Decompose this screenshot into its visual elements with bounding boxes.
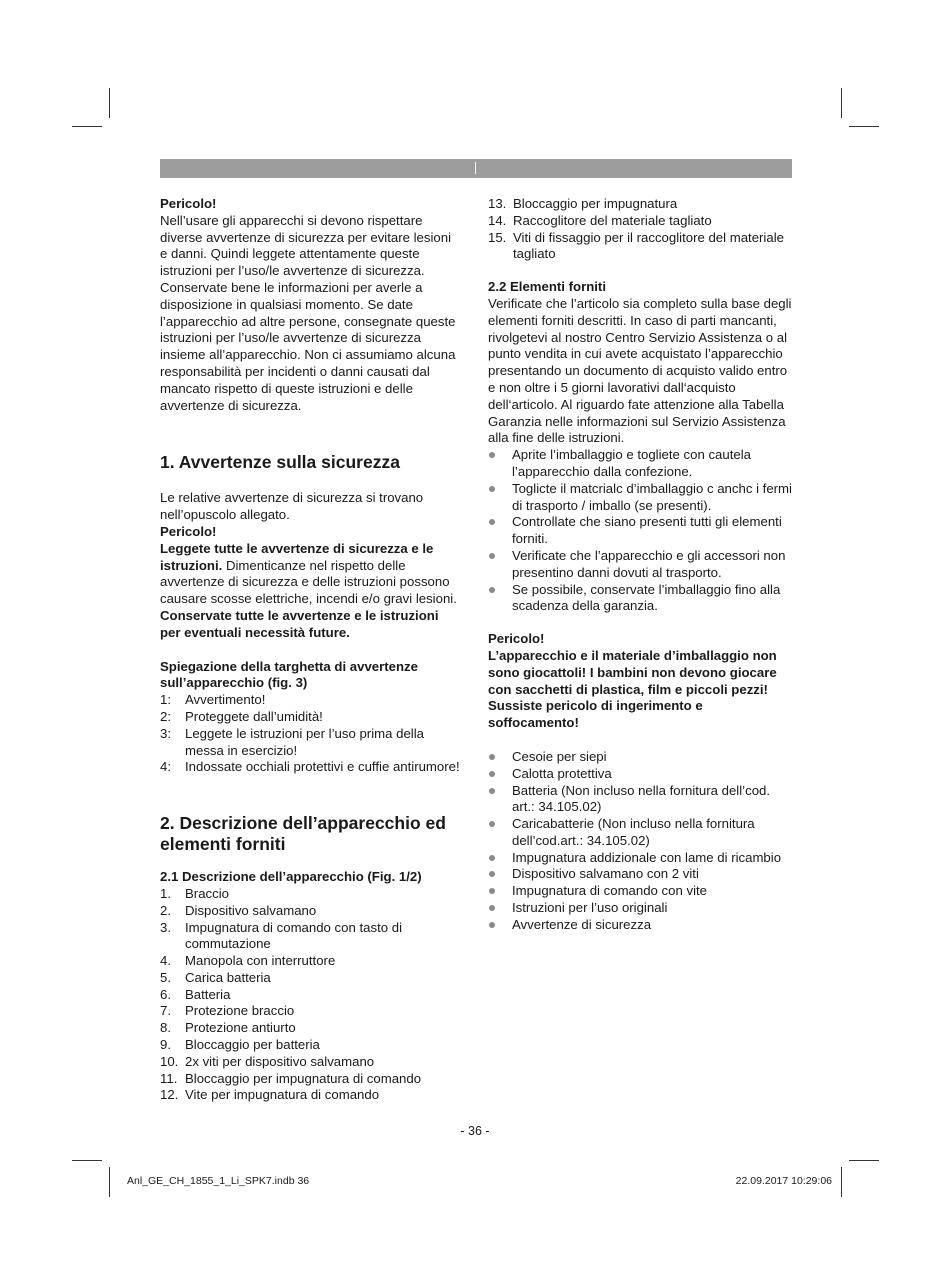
item-number: 9. (160, 1037, 171, 1053)
parts-list (160, 886, 460, 1104)
item-number: 13. (488, 196, 507, 211)
subsection-2-2-text: Verificate che l’articolo sia completo sulla base degli elementi forniti descritti. In caso di parti mancanti, rivolgetevi al nostro Centro Servizio Assistenza o al punto vendita in cui avete acquistato l’apparecchio presentando un documento di acquisto valido entro e non oltre i 5 giorni lavorativi dall‘acquisto dell‘articolo. Al riguardo fate attenzione alla Tabella Garanzia nelle informazioni sul Servizio Assistenza alla fine delle istruzioni. (488, 295, 792, 446)
supplied-items (488, 749, 794, 934)
subsection-2-1-title: 2.1 Descrizione dell’apparecchio (Fig. 1/2) (160, 869, 422, 885)
section-1-bold-keep: Conservate tutte le avvertenze e le istruzioni per eventuali necessità future. (160, 607, 439, 640)
list-item: Controllate che siano presenti tutti gli elementi forniti. (488, 514, 794, 548)
item-text: Avvertimento! (185, 692, 266, 708)
item-text: Proteggete dall’umidità! (185, 708, 323, 724)
item-text: Impugnatura di comando con tasto di commutazione (185, 919, 402, 952)
list-item: Cesoie per siepi (488, 749, 794, 766)
plate-title: Spiegazione della targhetta di avvertenze sull’apparecchio (fig. 3) (160, 658, 418, 691)
item-number: 14. (488, 212, 507, 228)
item-text: Batteria (185, 986, 231, 1002)
right-column (488, 196, 794, 934)
crop-mark (841, 1167, 842, 1197)
item-number: 4: (160, 759, 171, 775)
crop-mark (849, 126, 879, 127)
item-text: Carica batteria (185, 969, 271, 985)
unpacking-steps (488, 447, 794, 615)
item-text: Indossate occhiali protettivi e cuffie antirumore! (185, 759, 460, 775)
list-item: Impugnatura addizionale con lame di ricambio (488, 850, 794, 867)
list-item (160, 1054, 460, 1071)
crop-mark (72, 1160, 102, 1161)
footer-file: Anl_GE_CH_1855_1_Li_SPK7.indb 36 (127, 1175, 310, 1187)
list-item: Impugnatura di comando con vite (488, 883, 794, 900)
parts-list-continued (488, 196, 794, 263)
item-text: Protezione antiurto (185, 1020, 296, 1036)
danger-title: Pericolo! (160, 196, 217, 211)
item-text: Bloccaggio per batteria (185, 1037, 320, 1053)
item-text: 2x viti per dispositivo salvamano (185, 1053, 375, 1069)
list-item: Avvertenze di sicurezza (488, 917, 794, 934)
item-text: Dispositivo salvamano (185, 902, 317, 918)
page-number: - 36 - (460, 1124, 490, 1138)
item-text: Leggete le istruzioni per l’uso prima della messa in esercizio! (185, 725, 424, 758)
item-text: Braccio (185, 885, 229, 901)
list-item: Batteria (Non incluso nella fornitura dell’cod. art.: 34.105.02) (488, 783, 794, 817)
subsection-2-2-title: 2.2 Elementi forniti (488, 279, 606, 295)
list-item (160, 1087, 460, 1104)
item-number: 2. (160, 902, 171, 918)
list-item: Aprite l’imballaggio e togliete con cautela l’apparecchio dalla confezione. (488, 447, 794, 481)
item-number: 3: (160, 725, 171, 741)
list-item (160, 903, 460, 920)
item-number: 10. (160, 1053, 179, 1069)
list-item (160, 692, 460, 709)
list-item (160, 1020, 460, 1037)
list-item (160, 1003, 460, 1020)
list-item (160, 1071, 460, 1088)
item-text: Protezione braccio (185, 1003, 295, 1019)
list-item (160, 987, 460, 1004)
item-text: Bloccaggio per impugnatura (513, 196, 678, 211)
list-item (488, 230, 794, 264)
item-text: Viti di fissaggio per il raccoglitore del materiale tagliato (513, 229, 784, 262)
list-item: Caricabatterie (Non incluso nella fornitura dell’cod.art.: 34.105.02) (488, 816, 794, 850)
item-number: 1: (160, 692, 171, 708)
crop-mark (72, 126, 102, 127)
list-item: Verificate che l’apparecchio e gli accessori non presentino danni dovuti al trasporto. (488, 548, 794, 582)
list-item: Istruzioni per l’uso originali (488, 900, 794, 917)
list-item (160, 1037, 460, 1054)
section-2-title: 2. Descrizione dell’apparecchio ed elementi forniti (160, 813, 446, 855)
list-item (160, 920, 460, 954)
item-text: Manopola con interruttore (185, 953, 336, 969)
section-1-text: Dimenticanze nel rispetto delle avvertenze di sicurezza e delle istruzioni possono causare scosse elettriche, incendi e/o gravi lesioni. (160, 557, 457, 607)
list-item (160, 970, 460, 987)
section-1-danger: Pericolo! (160, 523, 217, 539)
list-item: Calotta protettiva (488, 766, 794, 783)
list-item (160, 726, 460, 760)
item-number: 11. (160, 1070, 178, 1086)
list-item (160, 709, 460, 726)
crop-mark (109, 88, 110, 118)
list-item (160, 759, 460, 776)
item-number: 5. (160, 969, 171, 985)
item-number: 2: (160, 708, 171, 724)
footer-timestamp: 22.09.2017 10:29:06 (735, 1175, 832, 1187)
list-item (160, 953, 460, 970)
item-text: Raccoglitore del materiale tagliato (513, 212, 712, 228)
section-1-intro: Le relative avvertenze di sicurezza si trovano nell’opuscolo allegato. (160, 490, 424, 523)
list-item: Se possibile, conservate l’imballaggio fino alla scadenza della garanzia. (488, 582, 794, 616)
list-item (488, 213, 794, 230)
section-1-title: 1. Avvertenze sulla sicurezza (160, 452, 400, 473)
crop-mark (849, 1160, 879, 1161)
item-number: 12. (160, 1087, 179, 1103)
item-text: Vite per impugnatura di comando (185, 1087, 380, 1103)
item-number: 6. (160, 986, 171, 1002)
item-number: 4. (160, 953, 171, 969)
crop-mark (109, 1167, 110, 1197)
section-1-bold-lead: Leggete tutte le avvertenze di sicurezza e le istruzioni. (160, 540, 434, 573)
header-bar (160, 159, 792, 178)
item-text: Bloccaggio per impugnatura di comando (185, 1070, 422, 1086)
item-number: 3. (160, 919, 171, 935)
item-number: 7. (160, 1003, 171, 1019)
danger-warning: L’apparecchio e il materiale d’imballaggio non sono giocattoli! I bambini non devono giocare con sacchetti di plastica, film e piccoli pezzi! Sussiste pericolo di ingerimento e soffocamento! (488, 647, 777, 731)
header-divider (475, 162, 476, 174)
item-number: 15. (488, 229, 507, 245)
crop-mark (841, 88, 842, 118)
item-number: 1. (160, 885, 171, 901)
list-item (488, 196, 794, 213)
plate-list (160, 692, 460, 776)
list-item: Dispositivo salvamano con 2 viti (488, 866, 794, 883)
danger-title: Pericolo! (488, 631, 545, 647)
item-number: 8. (160, 1020, 171, 1036)
left-column (160, 196, 460, 1104)
danger-text: Nell’usare gli apparecchi si devono rispettare diverse avvertenze di sicurezza per evitare lesioni e danni. Quindi leggete attentamente queste istruzioni per l’uso/le avvertenze di sicurezza. Conservate bene le informazioni per averle a disposizione in qualsiasi momento. Se date l’apparecchio ad altre persone, consegnate queste istruzioni per l’uso/le avvertenze di sicurezza insieme all’apparecchio. Non ci assumiamo alcuna responsabilità per incidenti o danni causati dal mancato rispetto di queste istruzioni e delle avvertenze di sicurezza. (160, 212, 456, 413)
section-1-paragraph (160, 541, 460, 608)
list-item (160, 886, 460, 903)
list-item: Toglicte il matcrialc d’imballaggio c anchc i fermi di trasporto / imballo (se presenti). (488, 481, 794, 515)
